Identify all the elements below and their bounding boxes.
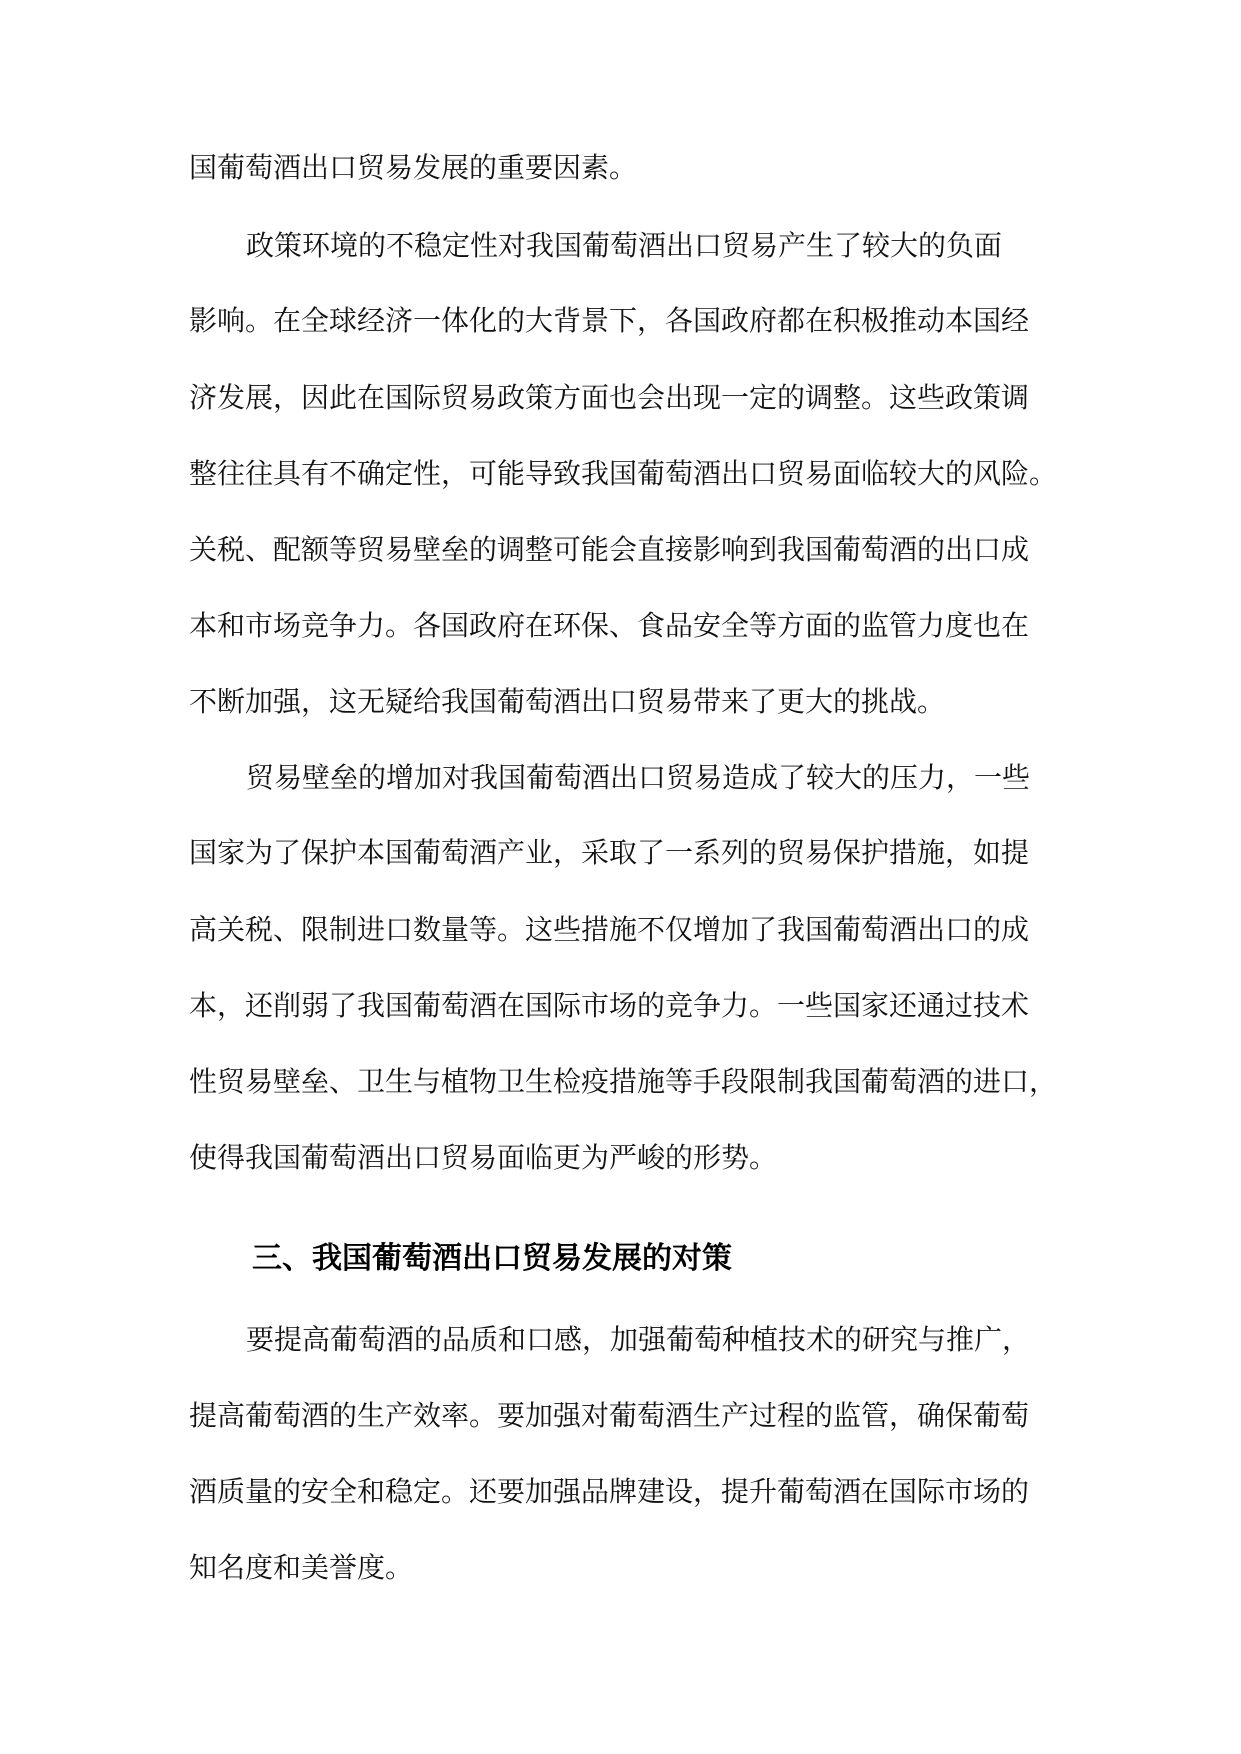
paragraph-line: 提高葡萄酒的生产效率。要加强对葡萄酒生产过程的监管，确保葡萄 xyxy=(189,1399,1030,1432)
paragraph-line: 要提高葡萄酒的品质和口感，加强葡萄种植技术的研究与推广， xyxy=(246,1323,1031,1356)
paragraph-line: 不断加强，这无疑给我国葡萄酒出口贸易带来了更大的挑战。 xyxy=(189,685,946,718)
paragraph-line: 政策环境的不稳定性对我国葡萄酒出口贸易产生了较大的负面 xyxy=(246,229,1003,262)
paragraph-line: 知名度和美誉度。 xyxy=(189,1551,414,1584)
paragraph-line: 贸易壁垒的增加对我国葡萄酒出口贸易造成了较大的压力，一些 xyxy=(246,761,1031,794)
paragraph-line: 本和市场竞争力。各国政府在环保、食品安全等方面的监管力度也在 xyxy=(189,609,1030,642)
paragraph-line: 使得我国葡萄酒出口贸易面临更为严峻的形势。 xyxy=(189,1141,778,1174)
paragraph-line: 国葡萄酒出口贸易发展的重要因素。 xyxy=(189,151,638,184)
paragraph-line: 关税、配额等贸易壁垒的调整可能会直接影响到我国葡萄酒的出口成 xyxy=(189,533,1030,566)
section-heading: 三、我国葡萄酒出口贸易发展的对策 xyxy=(252,1241,732,1276)
paragraph-line: 整往往具有不确定性，可能导致我国葡萄酒出口贸易面临较大的风险。 xyxy=(189,457,1058,490)
paragraph-line: 性贸易壁垒、卫生与植物卫生检疫措施等手段限制我国葡萄酒的进口， xyxy=(189,1065,1058,1098)
paragraph-line: 酒质量的安全和稳定。还要加强品牌建设，提升葡萄酒在国际市场的 xyxy=(189,1475,1030,1508)
paragraph-line: 本，还削弱了我国葡萄酒在国际市场的竞争力。一些国家还通过技术 xyxy=(189,989,1030,1022)
paragraph-line: 国家为了保护本国葡萄酒产业，采取了一系列的贸易保护措施，如提 xyxy=(189,836,1030,869)
paragraph-line: 济发展，因此在国际贸易政策方面也会出现一定的调整。这些政策调 xyxy=(189,381,1030,414)
paragraph-line: 影响。在全球经济一体化的大背景下，各国政府都在积极推动本国经 xyxy=(189,304,1030,337)
paragraph-line: 高关税、限制进口数量等。这些措施不仅增加了我国葡萄酒出口的成 xyxy=(189,913,1030,946)
